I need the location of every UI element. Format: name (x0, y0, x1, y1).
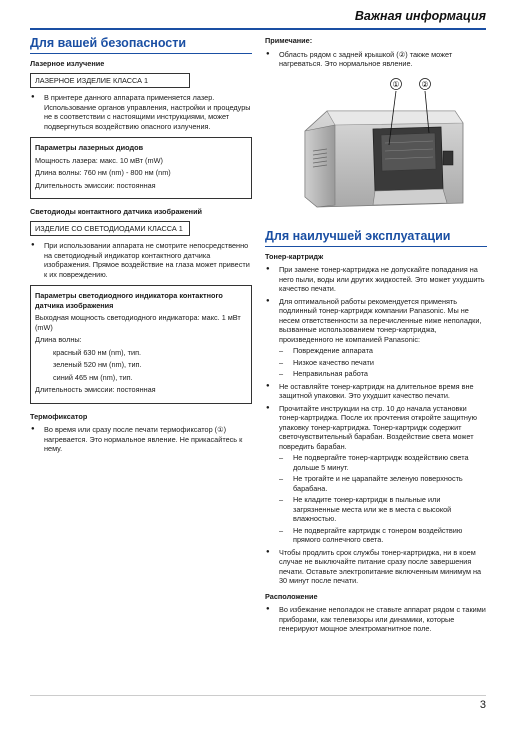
laser-param-emission: Длительность эмиссии: постоянная (35, 180, 156, 190)
led-wavelength-blue: синий 465 нм (nm), тип. (53, 372, 133, 382)
fuser-bullet: ● Во время или сразу после печати термофиксатор (①) нагревается. Это нормальное явление. Не прикасайтесь к нему. (30, 425, 252, 454)
header-rule (30, 28, 486, 30)
toner-bullet-5: ● Чтобы продлить срок службы тонер-картриджа, ни в коем случае не выключайте питание сразу после завершения печати. Оставьте электропитание включенным минимум на 30 минут после печати. (265, 548, 487, 586)
printer-top (327, 111, 463, 125)
toner-problem-item: – Повреждение аппарата (279, 346, 487, 356)
toner-problem-item: – Низкое качество печати (279, 358, 487, 368)
laser-param-power: Мощность лазера: макс. 10 мВт (mW) (35, 155, 163, 165)
led-class-label: ИЗДЕЛИЕ СО СВЕТОДИОДАМИ КЛАССА 1 (30, 221, 190, 237)
led-param-power: Выходная мощность светодиодного индикатора: макс. 1 мВт (mW) (35, 313, 241, 332)
power-connector (443, 151, 453, 165)
page-number: 3 (479, 699, 486, 711)
location-bullets (265, 605, 487, 634)
toner-bullet-2-text: Для оптимальной работы рекомендуется применять подлинный тонер-картридж компании Panasonic. Мы не несем ответственности за перечисленные ниже неполадки, вызванные использованием тонер-картриджа, произведенного не компанией Panasonic: (279, 296, 482, 344)
page-header-title: Важная информация (354, 9, 486, 23)
location-bullet: ● Во избежание неполадок не ставьте аппарат рядом с такими приборами, как телевизоры или динамики, которые генерируют мощное электромагнитное поле. (265, 605, 487, 634)
led-param-wavelength-label: Длина волны: (35, 335, 82, 344)
toner-bullet-2 (265, 297, 487, 379)
rear-cover-flap (373, 189, 447, 205)
fuser-bullets (30, 425, 252, 454)
fuser-subhead: Термофиксатор (30, 411, 88, 421)
note-bullet: ● Область рядом с задней крышкой (②) также может нагреваться. Это нормальное явление. (265, 50, 487, 69)
printer-rear-illustration (265, 73, 487, 223)
toner-problem-item: – Неправильная работа (279, 369, 487, 379)
right-column (265, 36, 487, 637)
laser-params-title: Параметры лазерных диодов (35, 143, 144, 152)
led-wavelength-red: красный 630 нм (nm), тип. (53, 347, 142, 357)
section-title-safety: Для вашей безопасности (30, 36, 252, 54)
toner-subhead: Тонер-картридж (265, 251, 324, 261)
callout-number-1: ① (392, 79, 400, 89)
led-bullet: ● При использовании аппарата не смотрите непосредственно на светодиодный индикатор контактного датчика изображения. Прямое воздействие на глаза может привести к их повреждению. (30, 241, 252, 279)
led-param-emission: Длительность эмиссии: постоянная (35, 385, 156, 394)
footer-rule (30, 695, 486, 696)
toner-bullet-4-text: Прочитайте инструкции на стр. 10 до начала установки тонер-картриджа. После их прочтения откройте защитную упаковку тонер-картриджа. Тонер-картридж содержит светочувствительный барабан. Воздействие света может повредить барабан. (279, 403, 478, 451)
note-subhead: Примечание: (265, 36, 313, 45)
drum-note-item: – Не трогайте и не царапайте зеленую поверхность барабана. (279, 474, 487, 493)
toner-problems-list (279, 346, 487, 379)
fuser-unit (381, 133, 436, 171)
toner-bullet-1: ● При замене тонер-картриджа не допускайте попадания на него пыли, воды или других жидкостей. Это может ухудшить качество печати. (265, 265, 487, 294)
drum-notes-list (279, 453, 487, 545)
drum-note-item: – Не подвергайте картридж с тонером воздействию прямого солнечного света. (279, 526, 487, 545)
section-title-best-use: Для наилучшей эксплуатации (265, 229, 487, 247)
drum-note-item: – Не подвергайте тонер-картридж воздействию света дольше 5 минут. (279, 453, 487, 472)
toner-bullets (265, 265, 487, 586)
laser-bullet: ● В принтере данного аппарата применяется лазер. Использование органов управления, настройки и процедуры не в соответствии с настоящими инструкциями, может подвергнуться воздействию опасного излучения. (30, 93, 252, 131)
printer-rear-svg (265, 73, 487, 223)
laser-bullets (30, 93, 252, 131)
toner-bullet-4 (265, 404, 487, 545)
note-bullets (265, 50, 487, 69)
led-wavelength-green: зеленый 520 нм (nm), тип. (53, 360, 142, 369)
toner-bullet-3: ● Не оставляйте тонер-картридж на длительное время вне защитной упаковки. Это ухудшит качество печати. (265, 382, 487, 401)
led-params-title: Параметры светодиодного индикатора контактного датчика изображения (35, 291, 223, 310)
drum-note-item: – Не кладите тонер-картридж в пыльные или загрязненные места или же в места с высокой влажностью. (279, 495, 487, 524)
led-subhead: Светодиоды контактного датчика изображений (30, 207, 203, 216)
laser-param-wavelength: Длина волны: 760 нм (nm) - 800 нм (nm) (35, 168, 171, 177)
location-subhead: Расположение (265, 591, 318, 601)
laser-class-label: ЛАЗЕРНОЕ ИЗДЕЛИЕ КЛАССА 1 (30, 73, 190, 89)
led-bullets (30, 241, 252, 279)
callout-number-2: ② (421, 79, 429, 89)
laser-params-box (30, 137, 252, 199)
led-params-box (30, 285, 252, 404)
laser-subhead: Лазерное излучение (30, 59, 105, 68)
left-column (30, 36, 252, 457)
